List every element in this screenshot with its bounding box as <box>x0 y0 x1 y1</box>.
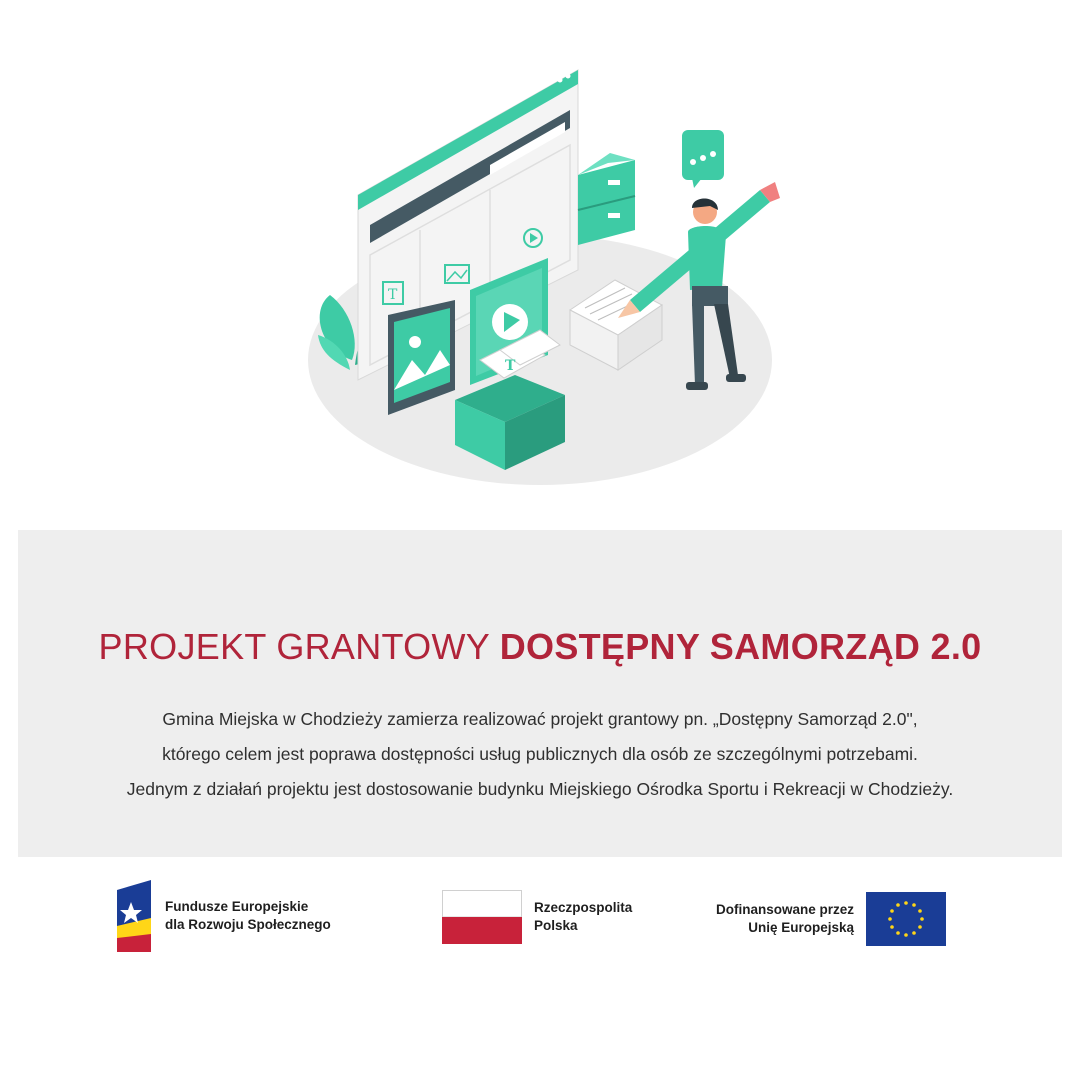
description <box>18 702 1062 807</box>
hero-illustration <box>290 60 790 490</box>
svg-text:T: T <box>388 287 398 303</box>
chat-bubble-icon <box>682 130 724 188</box>
description-line: Gmina Miejska w Chodzieży zamierza realizować projekt grantowy pn. „Dostępny Samorząd 2.0", <box>162 709 918 729</box>
description-line: którego celem jest poprawa dostępności usług publicznych dla osób ze szczególnymi potrzebami. <box>162 744 918 764</box>
logo-fe-line1: Fundusze Europejskie <box>165 899 309 914</box>
page-title <box>18 626 1062 668</box>
info-panel <box>18 530 1062 857</box>
eu-flag-icon <box>866 892 946 946</box>
logo-pl-line2: Polska <box>534 918 578 933</box>
title-bold: DOSTĘPNY SAMORZĄD 2.0 <box>499 626 982 667</box>
description-line: Jednym z działań projektu jest dostosowanie budynku Miejskiego Ośrodka Sportu i Rekreacji w Chodzieży. <box>126 779 954 799</box>
logo-fe-line2: dla Rozwoju Społecznego <box>165 917 331 932</box>
logo-eu-line1: Dofinansowane przez <box>716 902 855 917</box>
logo-unia-europejska <box>716 892 946 946</box>
polish-flag-icon <box>442 890 522 944</box>
logo-eu-line2: Unię Europejską <box>748 920 855 935</box>
svg-text:T: T <box>505 358 516 374</box>
logo-rzeczpospolita-polska <box>442 890 632 944</box>
title-light: PROJEKT GRANTOWY <box>98 626 500 667</box>
logo-fundusze-europejskie <box>117 880 331 952</box>
drawers-icon <box>578 153 635 245</box>
logo-pl-line1: Rzeczpospolita <box>534 900 633 915</box>
fe-logo-icon <box>117 880 157 952</box>
